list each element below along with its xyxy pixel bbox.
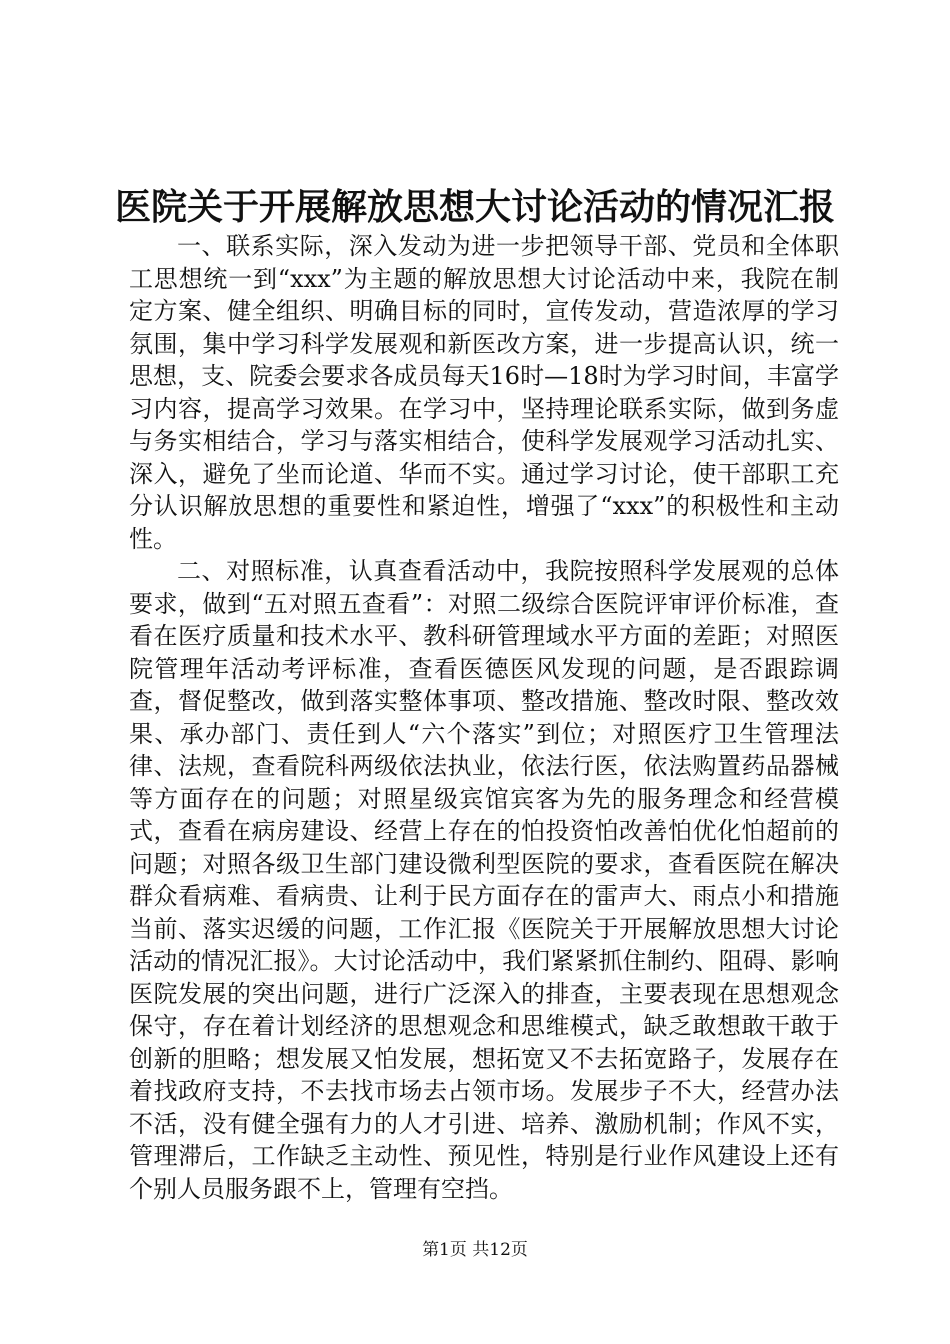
- paragraph-1: 一、联系实际，深入发动为进一步把领导干部、党员和全体职工思想统一到“xxx”为主题的解放思想大讨论活动中来，我院在制定方案、健全组织、明确目标的同时，宣传发动，营造浓厚的学习氛围，集中学习科学发展观和新医改方案，进一步提高认识，统一思想，支、院委会要求各成员每天16时—18时为学习时间，丰富学习内容，提高学习效果。在学习中，坚持理论联系实际，做到务虚与务实相结合，学习与落实相结合，使科学发展观学习活动扎实、深入，避免了坐而论道、华而不实。通过学习讨论，使干部职工充分认识解放思想的重要性和紧迫性，增强了“xxx”的积极性和主动性。: [129, 232, 839, 553]
- paragraph-2: 二、对照标准，认真查看活动中，我院按照科学发展观的总体要求，做到“五对照五查看”：对照二级综合医院评审评价标准，查看在医疗质量和技术水平、教科研管理域水平方面的差距；对照医院管理年活动考评标准，查看医德医风发现的问题，是否跟踪调查，督促整改，做到落实整体事项、整改措施、整改时限、整改效果、承办部门、责任到人“六个落实”到位；对照医疗卫生管理法律、法规，查看院科两级依法执业，依法行医，依法购置药品器械等方面存在的问题；对照星级宾馆宾客为先的服务理念和经营模式，查看在病房建设、经营上存在的怕投资怕改善怕优化怕超前的问题；对照各级卫生部门建设微利型医院的要求，查看医院在解决群众看病难、看病贵、让利于民方面存在的雷声大、雨点小和措施当前、落实迟缓的问题，工作汇报《医院关于开展解放思想大讨论活动的情况汇报》。大讨论活动中，我们紧紧抓住制约、阻碍、影响医院发展的突出问题，进行广泛深入的排查，主要表现在思想观念保守，存在着计划经济的思想观念和思维模式，缺乏敢想敢干敢于创新的胆略；想发展又怕发展，想拓宽又不去拓宽路子，发展存在着找政府支持，不去找市场去占领市场。发展步子不大，经营办法不活，没有健全强有力的人才引进、培养、激励机制；作风不实，管理滞后，工作缺乏主动性、预见性，特别是行业作风建设上还有个别人员服务跟不上，管理有空挡。: [129, 557, 839, 1203]
- page-footer: 第1页 共12页: [422, 1240, 528, 1260]
- document-body: [129, 230, 839, 1205]
- document-title: 医院关于开展解放思想大讨论活动的情况汇报: [114, 186, 835, 228]
